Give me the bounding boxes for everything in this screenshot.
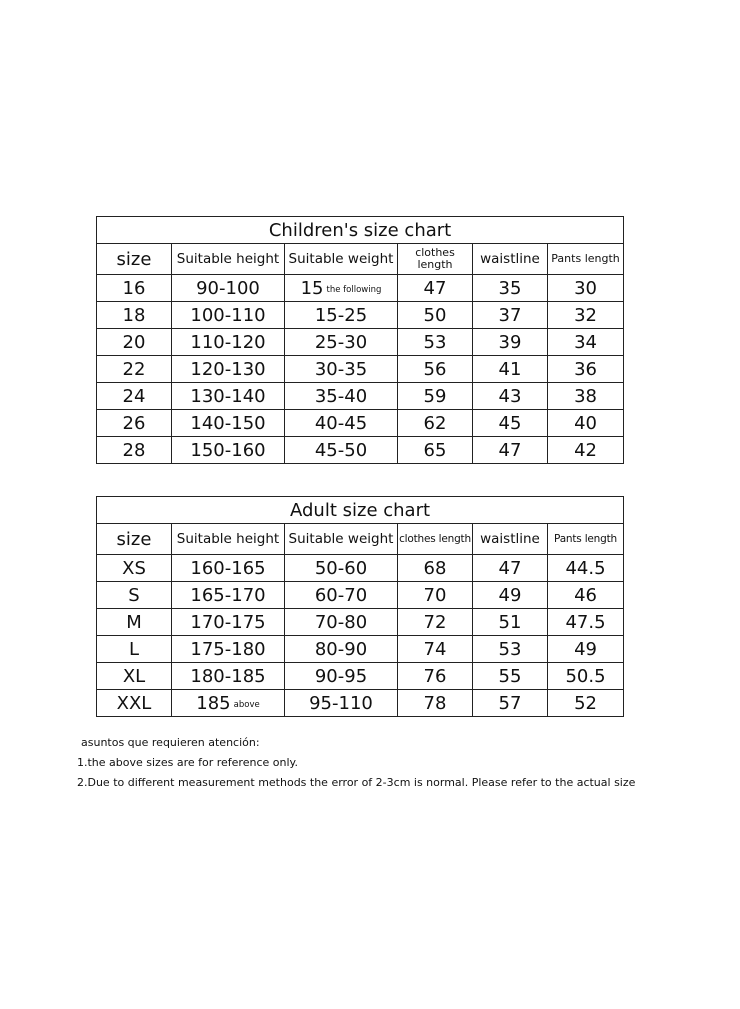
cell-clothes-length: 47 [398, 275, 473, 302]
cell-pants-length: 34 [548, 329, 624, 356]
cell-size: M [97, 609, 172, 636]
cell-clothes-length: 78 [398, 690, 473, 717]
cell-weight [285, 275, 398, 302]
children-chart-title: Children's size chart [97, 217, 624, 244]
cell-size: L [97, 636, 172, 663]
cell-waistline: 53 [473, 636, 548, 663]
cell-size: 26 [97, 410, 172, 437]
cell-waistline: 55 [473, 663, 548, 690]
cell-clothes-length: 56 [398, 356, 473, 383]
children-header-row [97, 244, 624, 275]
header-height: Suitable height [172, 524, 285, 555]
cell-weight: 95-110 [285, 690, 398, 717]
header-pants-length: Pants length [548, 244, 624, 275]
header-weight: Suitable weight [285, 524, 398, 555]
header-clothes-length: clothes length [398, 244, 473, 275]
weight-note: the following [326, 284, 382, 295]
table-row [97, 636, 624, 663]
cell-height: 170-175 [172, 609, 285, 636]
table-row [97, 663, 624, 690]
header-waistline: waistline [473, 244, 548, 275]
header-weight: Suitable weight [285, 244, 398, 275]
cell-waistline: 41 [473, 356, 548, 383]
cell-waistline: 35 [473, 275, 548, 302]
cell-pants-length: 32 [548, 302, 624, 329]
cell-height: 150-160 [172, 437, 285, 464]
cell-clothes-length: 62 [398, 410, 473, 437]
header-clothes-length: clothes length [398, 524, 473, 555]
adult-header-row [97, 524, 624, 555]
header-height: Suitable height [172, 244, 285, 275]
header-size: size [97, 524, 172, 555]
cell-height: 110-120 [172, 329, 285, 356]
cell-waistline: 39 [473, 329, 548, 356]
table-row [97, 383, 624, 410]
table-row [97, 302, 624, 329]
cell-pants-length: 36 [548, 356, 624, 383]
adult-size-chart [96, 496, 624, 717]
cell-height: 90-100 [172, 275, 285, 302]
header-size: size [97, 244, 172, 275]
cell-waistline: 37 [473, 302, 548, 329]
cell-clothes-length: 59 [398, 383, 473, 410]
cell-clothes-length: 74 [398, 636, 473, 663]
cell-weight: 70-80 [285, 609, 398, 636]
cell-waistline: 43 [473, 383, 548, 410]
cell-weight: 35-40 [285, 383, 398, 410]
table-row [97, 410, 624, 437]
table-row [97, 690, 624, 717]
note-line-2: 2.Due to different measurement methods the error of 2-3cm is normal. Please refer to the actual size [77, 776, 636, 789]
cell-pants-length: 30 [548, 275, 624, 302]
cell-height: 165-170 [172, 582, 285, 609]
note-line-1: 1.the above sizes are for reference only. [77, 756, 298, 769]
cell-height: 100-110 [172, 302, 285, 329]
cell-size: 16 [97, 275, 172, 302]
table-row [97, 356, 624, 383]
cell-waistline: 47 [473, 437, 548, 464]
height-note: above [233, 699, 260, 710]
cell-clothes-length: 53 [398, 329, 473, 356]
cell-size: XL [97, 663, 172, 690]
cell-clothes-length: 50 [398, 302, 473, 329]
table-row [97, 329, 624, 356]
cell-weight: 30-35 [285, 356, 398, 383]
cell-pants-length: 42 [548, 437, 624, 464]
cell-height [172, 690, 285, 717]
cell-pants-length: 40 [548, 410, 624, 437]
cell-size: 18 [97, 302, 172, 329]
cell-weight: 15-25 [285, 302, 398, 329]
cell-size: 20 [97, 329, 172, 356]
cell-pants-length: 52 [548, 690, 624, 717]
header-waistline: waistline [473, 524, 548, 555]
cell-weight: 60-70 [285, 582, 398, 609]
cell-size: 22 [97, 356, 172, 383]
children-size-chart [96, 216, 624, 464]
table-row [97, 609, 624, 636]
cell-height: 120-130 [172, 356, 285, 383]
cell-height: 175-180 [172, 636, 285, 663]
cell-pants-length: 50.5 [548, 663, 624, 690]
notes-section [77, 733, 635, 793]
cell-pants-length: 44.5 [548, 555, 624, 582]
cell-pants-length: 47.5 [548, 609, 624, 636]
cell-size: 28 [97, 437, 172, 464]
adult-chart-title: Adult size chart [97, 497, 624, 524]
weight-value: 15 [300, 277, 324, 299]
cell-clothes-length: 72 [398, 609, 473, 636]
cell-height: 140-150 [172, 410, 285, 437]
cell-height: 160-165 [172, 555, 285, 582]
cell-pants-length: 49 [548, 636, 624, 663]
cell-weight: 45-50 [285, 437, 398, 464]
cell-waistline: 57 [473, 690, 548, 717]
table-row [97, 582, 624, 609]
cell-height: 130-140 [172, 383, 285, 410]
table-row [97, 275, 624, 302]
cell-size: XXL [97, 690, 172, 717]
table-row [97, 437, 624, 464]
cell-waistline: 51 [473, 609, 548, 636]
cell-clothes-length: 76 [398, 663, 473, 690]
cell-clothes-length: 68 [398, 555, 473, 582]
cell-pants-length: 38 [548, 383, 624, 410]
header-pants-length: Pants length [548, 524, 624, 555]
cell-clothes-length: 70 [398, 582, 473, 609]
height-value: 185 [196, 692, 231, 714]
cell-size: 24 [97, 383, 172, 410]
cell-weight: 40-45 [285, 410, 398, 437]
cell-pants-length: 46 [548, 582, 624, 609]
table-row [97, 555, 624, 582]
cell-waistline: 49 [473, 582, 548, 609]
cell-waistline: 47 [473, 555, 548, 582]
cell-height: 180-185 [172, 663, 285, 690]
cell-weight: 90-95 [285, 663, 398, 690]
cell-size: S [97, 582, 172, 609]
cell-clothes-length: 65 [398, 437, 473, 464]
cell-weight: 50-60 [285, 555, 398, 582]
cell-size: XS [97, 555, 172, 582]
cell-weight: 80-90 [285, 636, 398, 663]
cell-weight: 25-30 [285, 329, 398, 356]
notes-heading: asuntos que requieren atención: [81, 736, 260, 749]
cell-waistline: 45 [473, 410, 548, 437]
